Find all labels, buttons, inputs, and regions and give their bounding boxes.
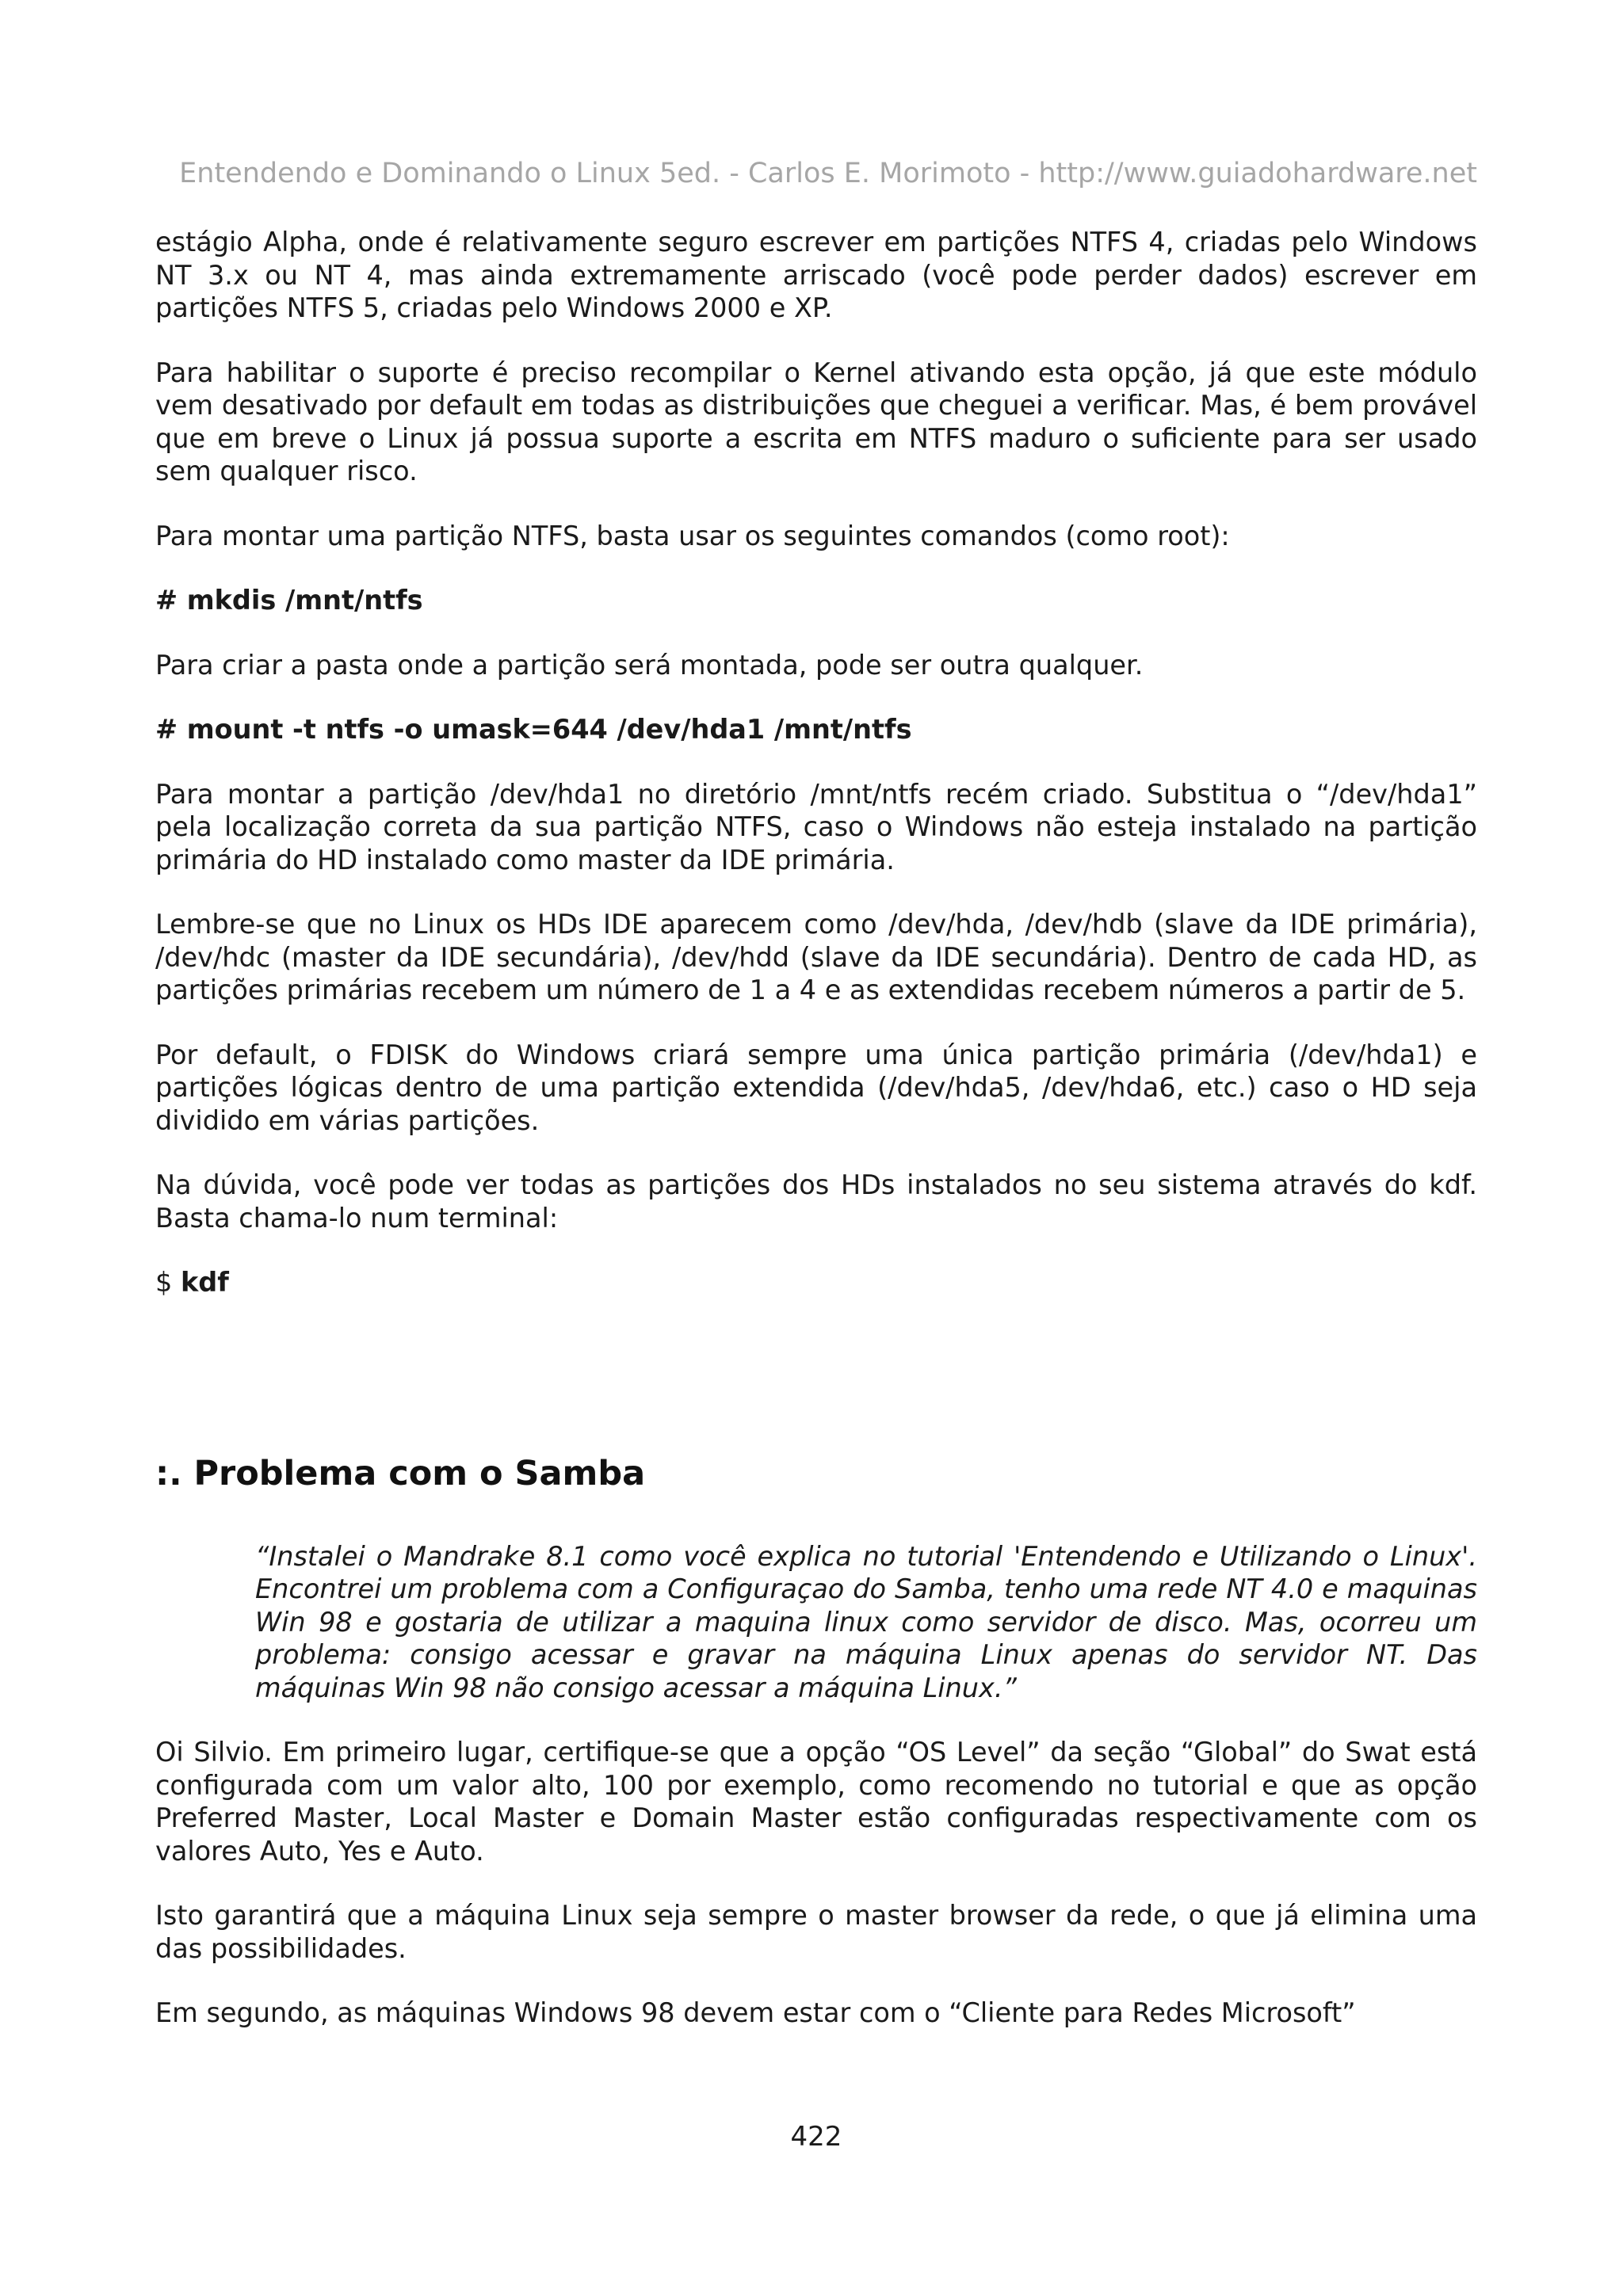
running-header: Entendendo e Dominando o Linux 5ed. - Carlos E. Morimoto - http://www.guiadohardware.net: [179, 158, 1477, 189]
command-mkdir: # mkdis /mnt/ntfs: [155, 585, 423, 616]
paragraph: Por default, o FDISK do Windows criará sempre uma única partição primária (/dev/hda1) e partições lógicas dentro de uma partição extendida (/dev/hda5, /dev/hda6, etc.) caso o HD seja dividido em várias partições.: [155, 1039, 1477, 1136]
document-page: [155, 0, 1477, 2296]
paragraph: Lembre-se que no Linux os HDs IDE aparecem como /dev/hda, /dev/hdb (slave da IDE primária), /dev/hdc (master da IDE secundária), /dev/hdd (slave da IDE secundária). Dentro de cada HD, as partições primárias recebem um número de 1 a 4 e as extendidas recebem números a partir de 5.: [155, 909, 1477, 1005]
paragraph: Em segundo, as máquinas Windows 98 devem estar com o “Cliente para Redes Microsoft”: [155, 1997, 1356, 2028]
paragraph: Para habilitar o suporte é preciso recompilar o Kernel ativando esta opção, já que este módulo vem desativado por default em todas as distribuições que cheguei a verificar. Mas, é bem provável que em breve o Linux já possua suporte a escrita em NTFS maduro o suficiente para ser usado sem qualquer risco.: [155, 357, 1477, 486]
paragraph: Para montar uma partição NTFS, basta usar os seguintes comandos (como root):: [155, 520, 1230, 551]
page-number: 422: [790, 2121, 842, 2153]
paragraph: Na dúvida, você pode ver todas as partições dos HDs instalados no seu sistema através do kdf. Basta chama-lo num terminal:: [155, 1169, 1477, 1234]
command-mount: # mount -t ntfs -o umask=644 /dev/hda1 /mnt/ntfs: [155, 714, 912, 745]
paragraph: Isto garantirá que a máquina Linux seja sempre o master browser da rede, o que já elimina uma das possibilidades.: [155, 1900, 1477, 1964]
reader-question-quote: “Instalei o Mandrake 8.1 como você explica no tutorial 'Entendendo e Utilizando o Linux'. Encontrei um problema com a Configuraçao do Samba, tenho uma rede NT 4.0 e maquinas Win 98 e gostaria de utilizar a maquina linux como servidor de disco. Mas, ocorreu um problema: consigo acessar e gravar na máquina Linux apenas do servidor NT. Das máquinas Win 98 não consigo acessar a máquina Linux.”: [255, 1540, 1477, 1703]
body-text: [155, 226, 1477, 2061]
paragraph: estágio Alpha, onde é relativamente seguro escrever em partições NTFS 4, criadas pelo Windows NT 3.x ou NT 4, mas ainda extremamente arriscado (você pode perder dados) escrever em partições NTFS 5, criadas pelo Windows 2000 e XP.: [155, 227, 1477, 323]
section-spacer: [155, 1331, 1477, 1451]
command-kdf-text: kdf: [180, 1267, 229, 1298]
paragraph: Oi Silvio. Em primeiro lugar, certifique-se que a opção “OS Level” da seção “Global” do Swat está configurada com um valor alto, 100 por exemplo, como recomendo no tutorial e que as opção Preferred Master, Local Master e Domain Master estão configuradas respectivamente com os valores Auto, Yes e Auto.: [155, 1737, 1477, 1867]
command-kdf: [155, 1266, 1477, 1299]
paragraph: Para criar a pasta onde a partição será montada, pode ser outra qualquer.: [155, 649, 1144, 681]
shell-prompt: $: [155, 1267, 181, 1298]
paragraph: Para montar a partição /dev/hda1 no diretório /mnt/ntfs recém criado. Substitua o “/dev/hda1” pela localização correta da sua partição NTFS, caso o Windows não esteja instalado na partição primária do HD instalado como master da IDE primária.: [155, 778, 1477, 875]
section-heading: :. Problema com o Samba: [155, 1453, 646, 1493]
